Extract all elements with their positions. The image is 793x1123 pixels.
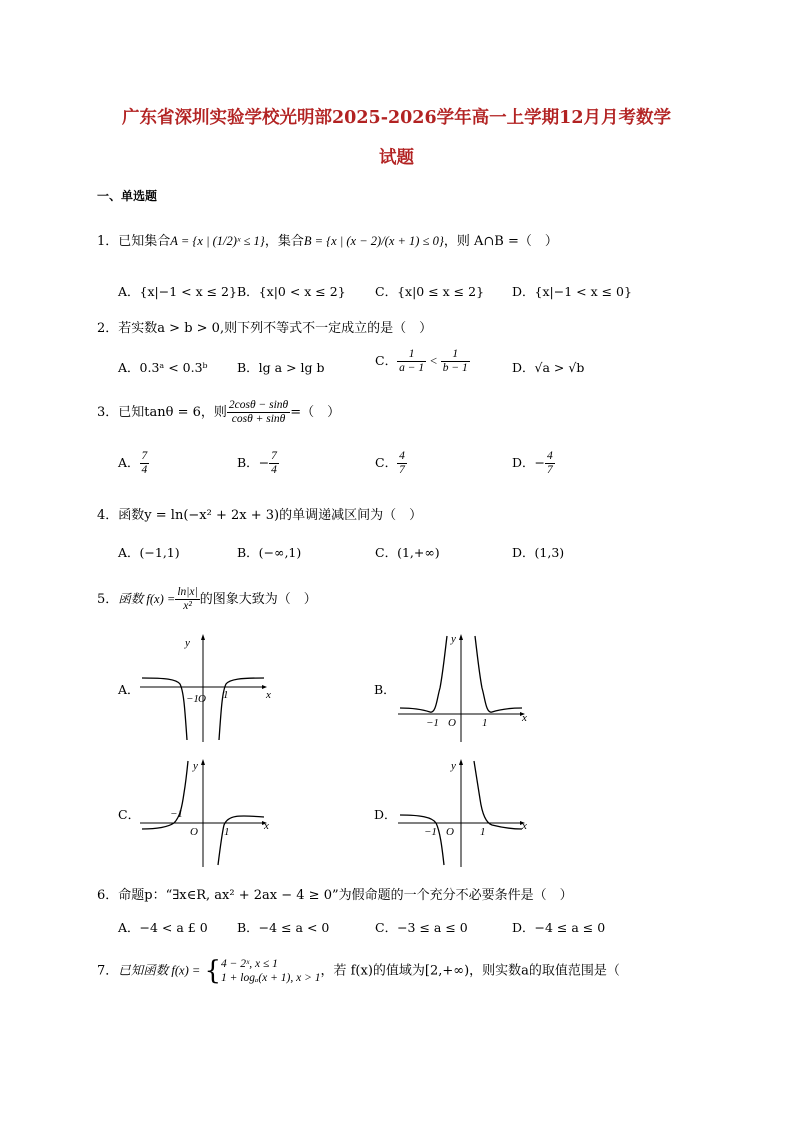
question-1-stem — [97, 230, 558, 249]
question-6-number: 6． — [97, 888, 119, 903]
question-4-option-d[interactable]: D．(1,3) — [512, 545, 565, 560]
question-5-stem — [97, 586, 317, 613]
y-label: y — [451, 633, 456, 645]
question-5-option-a-label[interactable]: A． — [118, 682, 140, 697]
y-axis-arrow — [459, 759, 463, 765]
question-6-option-b[interactable]: B．−4 ≤ a < 0 — [237, 920, 330, 935]
question-3-stem — [97, 399, 340, 426]
curve-right — [474, 761, 522, 829]
question-7-func: 已知函数 f(x) = — [118, 963, 201, 978]
question-3-option-c[interactable]: C． $\frac{4}{7}$ — [375, 450, 405, 476]
question-6-stem — [97, 884, 573, 903]
question-2-option-c-frac2: $\frac{1}{b - 1}$ — [442, 348, 468, 374]
question-3-option-b[interactable]: B．− $\frac{7}{4}$ — [237, 450, 277, 476]
question-2-option-c[interactable]: C． $\frac{1}{a - 1}$ < $\frac{1}{b - 1}$ — [375, 348, 468, 374]
question-2-number: 2． — [97, 321, 119, 336]
question-2-option-d[interactable]: D．√a > √b — [512, 360, 585, 375]
question-7-stem — [97, 957, 620, 985]
origin-label: O — [190, 826, 198, 838]
question-1-option-c[interactable]: C．{x|0 ≤ x ≤ 2} — [375, 284, 485, 299]
x-label: x — [522, 820, 527, 832]
question-1-set-a: A = {x | (1/2)ˣ ≤ 1} — [170, 234, 265, 248]
origin-label: O — [446, 826, 454, 838]
tick-label-1: 1 — [480, 826, 486, 838]
question-2-stem — [97, 317, 432, 336]
x-label: x — [522, 712, 527, 724]
tick-label-neg1: −1 — [426, 717, 439, 729]
question-3-fraction: $\frac{2\cos\theta - \sin\theta}{\cos\theta + \sin\theta}$ — [228, 399, 289, 425]
tick-label-1: 1 — [223, 689, 229, 701]
x-label: x — [266, 689, 271, 701]
question-3-option-d[interactable]: D．− $\frac{4}{7}$ — [512, 450, 553, 476]
question-2-option-b[interactable]: B．lg a > lg b — [237, 360, 325, 375]
graph-option-d[interactable] — [398, 757, 533, 869]
question-4-text: 函数y = ln(−x² + 2x + 3)的单调递减区间为（ ） — [118, 508, 423, 523]
y-label: y — [193, 760, 198, 772]
curve-left — [400, 636, 447, 712]
y-axis-arrow — [201, 759, 205, 765]
curve-right — [475, 636, 522, 712]
question-7-brace: { — [204, 956, 222, 986]
tick-label-1: 1 — [224, 826, 230, 838]
question-5-option-d-label[interactable]: D． — [374, 807, 397, 822]
document-title-line2: 试题 — [379, 148, 414, 168]
section-heading: 一、单选题 — [97, 189, 158, 203]
question-2-option-c-label: C． — [375, 353, 398, 368]
graph-option-c[interactable] — [140, 757, 275, 869]
question-4-option-c[interactable]: C．(1,+∞) — [375, 545, 440, 560]
question-5-number: 5． — [97, 592, 119, 607]
question-1-set-b: B = {x | (x − 2)/(x + 1) ≤ 0} — [303, 234, 444, 248]
question-5-option-b-label[interactable]: B． — [374, 682, 396, 697]
question-7-number: 7． — [97, 963, 119, 979]
question-1-option-d[interactable]: D．{x|−1 < x ≤ 0} — [512, 284, 632, 299]
question-3-tail: =（ ） — [290, 405, 341, 420]
origin-label: O — [448, 717, 456, 729]
question-3-option-a[interactable]: A． $\frac{7}{4}$ — [118, 450, 148, 476]
question-2-option-a[interactable]: A．0.3ᵃ < 0.3ᵇ — [118, 360, 208, 375]
y-label: y — [185, 637, 190, 649]
question-4-option-b[interactable]: B．(−∞,1) — [237, 545, 302, 560]
tick-label-neg1: −1 — [424, 826, 437, 838]
question-2-option-c-frac1: $\frac{1}{a - 1}$ — [399, 348, 425, 374]
tick-label-neg1: −1 — [186, 693, 199, 705]
question-6-text: 命题p：“∃x∈R, ax² + 2ax − 4 ≥ 0”为假命题的一个充分不必要条件是（ ） — [118, 888, 573, 903]
question-1-option-a[interactable]: A．{x|−1 < x ≤ 2} — [118, 284, 237, 299]
question-5-tail: 的图象大致为（ ） — [199, 592, 317, 607]
question-5-func: 函数 f(x) = — [118, 592, 176, 606]
question-5-fraction: $\frac{\ln|x|}{\text{x²}}$ — [177, 586, 198, 612]
question-1-number: 1． — [97, 234, 119, 249]
question-6-option-d[interactable]: D．−4 ≤ a ≤ 0 — [512, 920, 606, 935]
tick-label-1: 1 — [482, 717, 488, 729]
question-1-text-mid: ，集合 — [264, 234, 304, 249]
question-6-option-a[interactable]: A．−4 < a £ 0 — [118, 920, 208, 935]
question-5-option-c-label[interactable]: C． — [118, 807, 141, 822]
y-axis-arrow — [201, 634, 205, 640]
question-4-stem — [97, 504, 422, 523]
origin-label: O — [198, 693, 206, 705]
graph-option-a[interactable] — [140, 632, 275, 744]
question-7-cases: 4 − 2ˣ, x ≤ 1 1 + logₐ(x + 1), x > 1 — [221, 958, 321, 984]
question-1-tail: ，则 A∩B =（ ） — [443, 234, 558, 249]
question-4-number: 4． — [97, 508, 119, 523]
tick-label-neg1: −1 — [170, 808, 183, 820]
y-label: y — [451, 760, 456, 772]
question-3-text-a: 已知tanθ = 6，则 — [118, 405, 227, 420]
question-3-number: 3． — [97, 405, 119, 420]
y-axis-arrow — [459, 634, 463, 640]
graph-option-b[interactable] — [398, 632, 533, 744]
x-label: x — [264, 820, 269, 832]
question-7-tail: ，若 f(x)的值域为[2,+∞)，则实数a的取值范围是（ — [320, 963, 620, 979]
question-2-text: 若实数a > b > 0,则下列不等式不一定成立的是（ ） — [118, 321, 433, 336]
question-4-option-a[interactable]: A．(−1,1) — [118, 545, 180, 560]
document-title-line1: 广东省深圳实验学校光明部2025-2026学年高一上学期12月月考数学 — [121, 108, 672, 128]
question-1-text-a: 已知集合 — [118, 234, 171, 249]
question-6-option-c[interactable]: C．−3 ≤ a ≤ 0 — [375, 920, 468, 935]
question-1-option-b[interactable]: B．{x|0 < x ≤ 2} — [237, 284, 346, 299]
